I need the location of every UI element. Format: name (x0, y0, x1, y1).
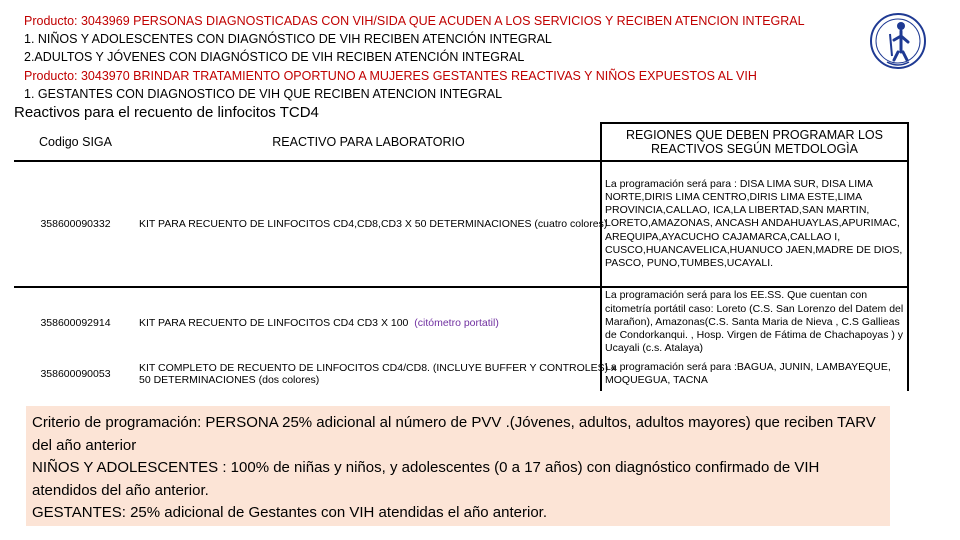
code-cell: 358600090053 (40, 368, 111, 380)
reagent-note: (citómetro portatil) (414, 316, 499, 329)
header-reactivo: REACTIVO PARA LABORATORIO (137, 123, 601, 161)
header-codigo-siga: Codigo SIGA (14, 123, 137, 161)
table-row (14, 357, 908, 391)
table-header-row (14, 123, 908, 161)
reagent-line-1: KIT COMPLETO DE RECUENTO DE LINFOCITOS CD4/CD8. (INCLUYE BUFFER Y CONTROLES) x (139, 362, 617, 374)
header-block (24, 12, 824, 103)
section-title: Reactivos para el recuento de linfocitos TCD4 (14, 104, 319, 121)
regions-cell: La programación será para : DISA LIMA SUR, DISA LIMA NORTE,DIRIS LIMA CENTRO,DIRIS LIMA ESTE,LIMA PROVINCIA,CALLAO, ICA,LA LIBERTAD,SAN MARTIN, LORETO,AMAZONAS, ANCASH ANDAHUAYLAS,APURIMAC, AREQUIPA,AYACUCHO CAJAMARCA,CALLAO I, CUSCO,HUANCAVELICA,HUANUCO JAEN,MADRE DE DIOS, PASCO, PUNO,TUMBES,UCAYALI. (601, 161, 908, 287)
reagent-text: KIT PARA RECUENTO DE LINFOCITOS CD4 CD3 X 100 (139, 316, 409, 329)
product-line-3043970: Producto: 3043970 BRINDAR TRATAMIENTO OPORTUNO A MUJERES GESTANTES REACTIVAS Y NIÑOS EXPUESTOS AL VIH (24, 68, 757, 83)
criteria-ninos: NIÑOS Y ADOLESCENTES : 100% de niñas y niños, y adolescentes (0 a 17 años) con diagnóstico confirmado de VIH atendidos del año anterior. (32, 459, 820, 499)
reagent-cell: KIT PARA RECUENTO DE LINFOCITOS CD4,CD8,CD3 X 50 DETERMINACIONES (cuatro colores) (137, 161, 601, 287)
subitem-ninos-adolescentes: 1. NIÑOS Y ADOLESCENTES CON DIAGNÓSTICO DE VIH RECIBEN ATENCIÓN INTEGRAL (24, 32, 552, 47)
reagents-table (14, 122, 909, 391)
institution-logo-icon (868, 8, 928, 74)
code-cell: 358600090332 (14, 161, 137, 287)
criteria-gestantes: GESTANTES: 25% adicional de Gestantes con VIH atendidas el año anterior. (32, 504, 548, 521)
reagent-cell (137, 287, 601, 357)
code-cell: 358600092914 (40, 316, 111, 329)
criteria-box (26, 406, 890, 526)
table-row (14, 287, 908, 357)
table-row (14, 161, 908, 287)
reagent-cell (137, 357, 617, 391)
product-line-3043969: Producto: 3043969 PERSONAS DIAGNOSTICADAS CON VIH/SIDA QUE ACUDEN A LOS SERVICIOS Y RECIBEN ATENCION INTEGRAL (24, 14, 805, 28)
subitem-adultos-jovenes: 2.ADULTOS Y JÓVENES CON DIAGNÓSTICO DE VIH RECIBEN ATENCIÓN INTEGRAL (24, 50, 525, 65)
subitem-gestantes: 1. GESTANTES CON DIAGNOSTICO DE VIH QUE RECIBEN ATENCION INTEGRAL (24, 86, 503, 101)
regions-cell: La programación será para los EE.SS. Que cuentan con citometría portátil caso: Loreto (C.S. San Lorenzo del Datem del Marañon), Amazonas(C.S. Santa Maria de Nieva , C.S Gallieas de Condorkanqui. , Hosp. Virgen de Fátima de Chachapoyas ) y Ucayali (c.s. Atalaya) (601, 287, 908, 357)
regions-cell: La programación será para :BAGUA, JUNIN, LAMBAYEQUE, MOQUEGUA, TACNA (601, 357, 908, 391)
criteria-personas: Criterio de programación: PERSONA 25% adicional al número de PVV .(Jóvenes, adultos, adultos mayores) que reciben TARV del año anterior (32, 414, 876, 454)
header-regiones: REGIONES QUE DEBEN PROGRAMAR LOS REACTIVOS SEGÚN METDOLOGÌA (601, 123, 908, 161)
reagent-line-2: 50 DETERMINACIONES (dos colores) (139, 374, 320, 386)
